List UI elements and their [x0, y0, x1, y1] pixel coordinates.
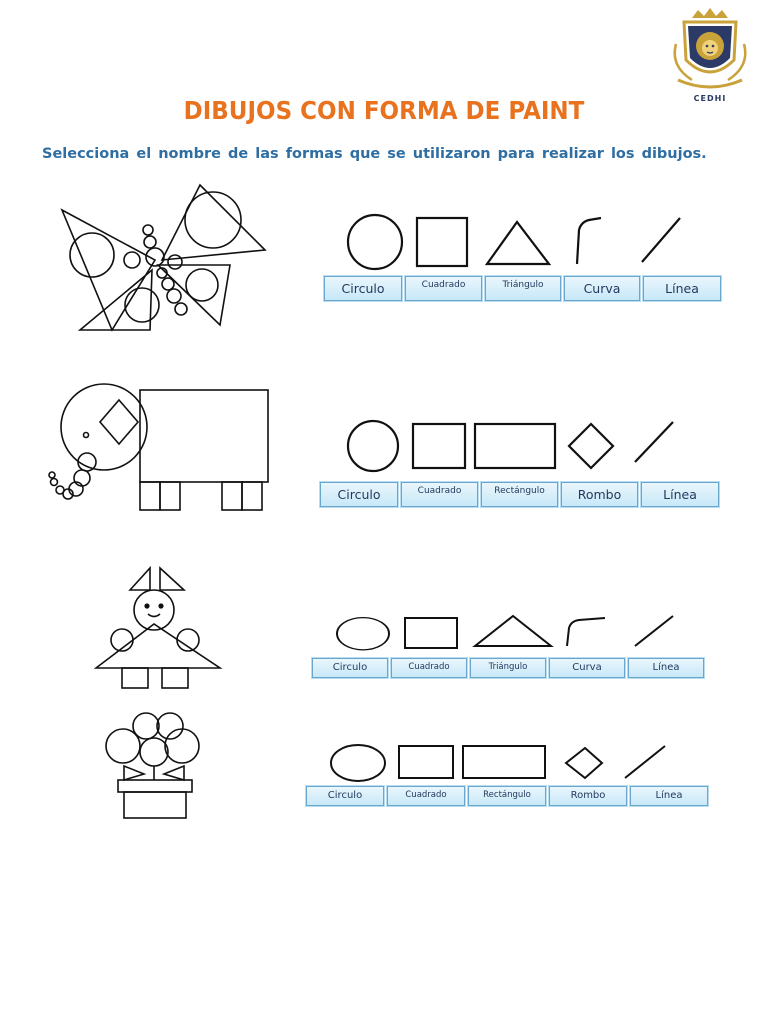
- wing-triangle-bottom-right: [158, 265, 230, 325]
- label-triangulo[interactable]: Triángulo: [470, 658, 546, 678]
- label-triangulo[interactable]: Triángulo: [485, 276, 561, 301]
- butterfly-drawing: [50, 180, 270, 340]
- label-rombo[interactable]: Rombo: [549, 786, 627, 806]
- label-linea[interactable]: Línea: [630, 786, 708, 806]
- label-row-2: [320, 482, 722, 507]
- rhombus-shape: [569, 424, 613, 468]
- pot-body-square: [124, 792, 186, 818]
- circle-shape: [337, 618, 389, 650]
- curve-shape: [577, 218, 601, 264]
- circle-shape: [331, 745, 385, 781]
- shape-options-row-4: [328, 742, 673, 787]
- label-linea[interactable]: Línea: [643, 276, 721, 301]
- triangle-shape: [475, 616, 551, 646]
- cedhi-logo: [662, 4, 758, 108]
- line-shape: [635, 616, 673, 646]
- label-curva[interactable]: Curva: [549, 658, 625, 678]
- label-rombo[interactable]: Rombo: [561, 482, 638, 507]
- label-linea[interactable]: Línea: [641, 482, 719, 507]
- line-shape: [642, 218, 680, 262]
- label-circulo[interactable]: Circulo: [324, 276, 402, 301]
- pot-rim-rectangle: [118, 780, 192, 792]
- circle-shape: [348, 215, 402, 269]
- label-row-4: [306, 786, 711, 806]
- triangle-shape: [487, 222, 549, 264]
- ear-triangle-left: [130, 568, 150, 590]
- ear-rhombus: [100, 400, 138, 444]
- elephant-drawing: [44, 382, 276, 519]
- shape-options-row-1: [345, 210, 690, 275]
- label-cuadrado[interactable]: Cuadrado: [387, 786, 465, 806]
- label-circulo[interactable]: Circulo: [312, 658, 388, 678]
- rhombus-shape: [566, 748, 602, 778]
- rectangle-shape: [475, 424, 555, 468]
- leaf-triangle-right: [164, 766, 184, 780]
- logo-text: CEDHI: [693, 94, 727, 103]
- circle-shape: [348, 421, 398, 471]
- instruction-text: Selecciona el nombre de las formas que se utilizaron para realizar los dibujos.: [42, 146, 707, 162]
- line-shape: [625, 746, 665, 778]
- flowerpot-drawing: [100, 712, 210, 827]
- square-shape: [413, 424, 465, 468]
- rectangle-shape: [463, 746, 545, 778]
- lion-crest-icon: [662, 4, 758, 96]
- label-cuadrado[interactable]: Cuadrado: [391, 658, 467, 678]
- label-linea[interactable]: Línea: [628, 658, 704, 678]
- leaf-triangle-left: [124, 766, 144, 780]
- line-shape: [635, 422, 673, 462]
- square-shape: [405, 618, 457, 648]
- label-row-1: [324, 276, 724, 301]
- label-circulo[interactable]: Circulo: [306, 786, 384, 806]
- square-shape: [399, 746, 453, 778]
- label-cuadrado[interactable]: Cuadrado: [401, 482, 478, 507]
- page-title: DIBUJOS CON FORMA DE PAINT: [183, 96, 585, 125]
- label-cuadrado[interactable]: Cuadrado: [405, 276, 482, 301]
- curve-shape: [567, 618, 605, 646]
- shape-options-row-3: [333, 612, 683, 657]
- label-rectangulo[interactable]: Rectángulo: [481, 482, 558, 507]
- label-row-3: [312, 658, 707, 678]
- square-shape: [417, 218, 467, 266]
- rabbit-drawing: [92, 564, 227, 697]
- label-rectangulo[interactable]: Rectángulo: [468, 786, 546, 806]
- body-rectangle: [140, 390, 268, 482]
- label-curva[interactable]: Curva: [564, 276, 640, 301]
- ear-triangle-right: [160, 568, 184, 590]
- label-circulo[interactable]: Circulo: [320, 482, 398, 507]
- body-triangle: [96, 624, 220, 668]
- shape-options-row-2: [343, 420, 688, 477]
